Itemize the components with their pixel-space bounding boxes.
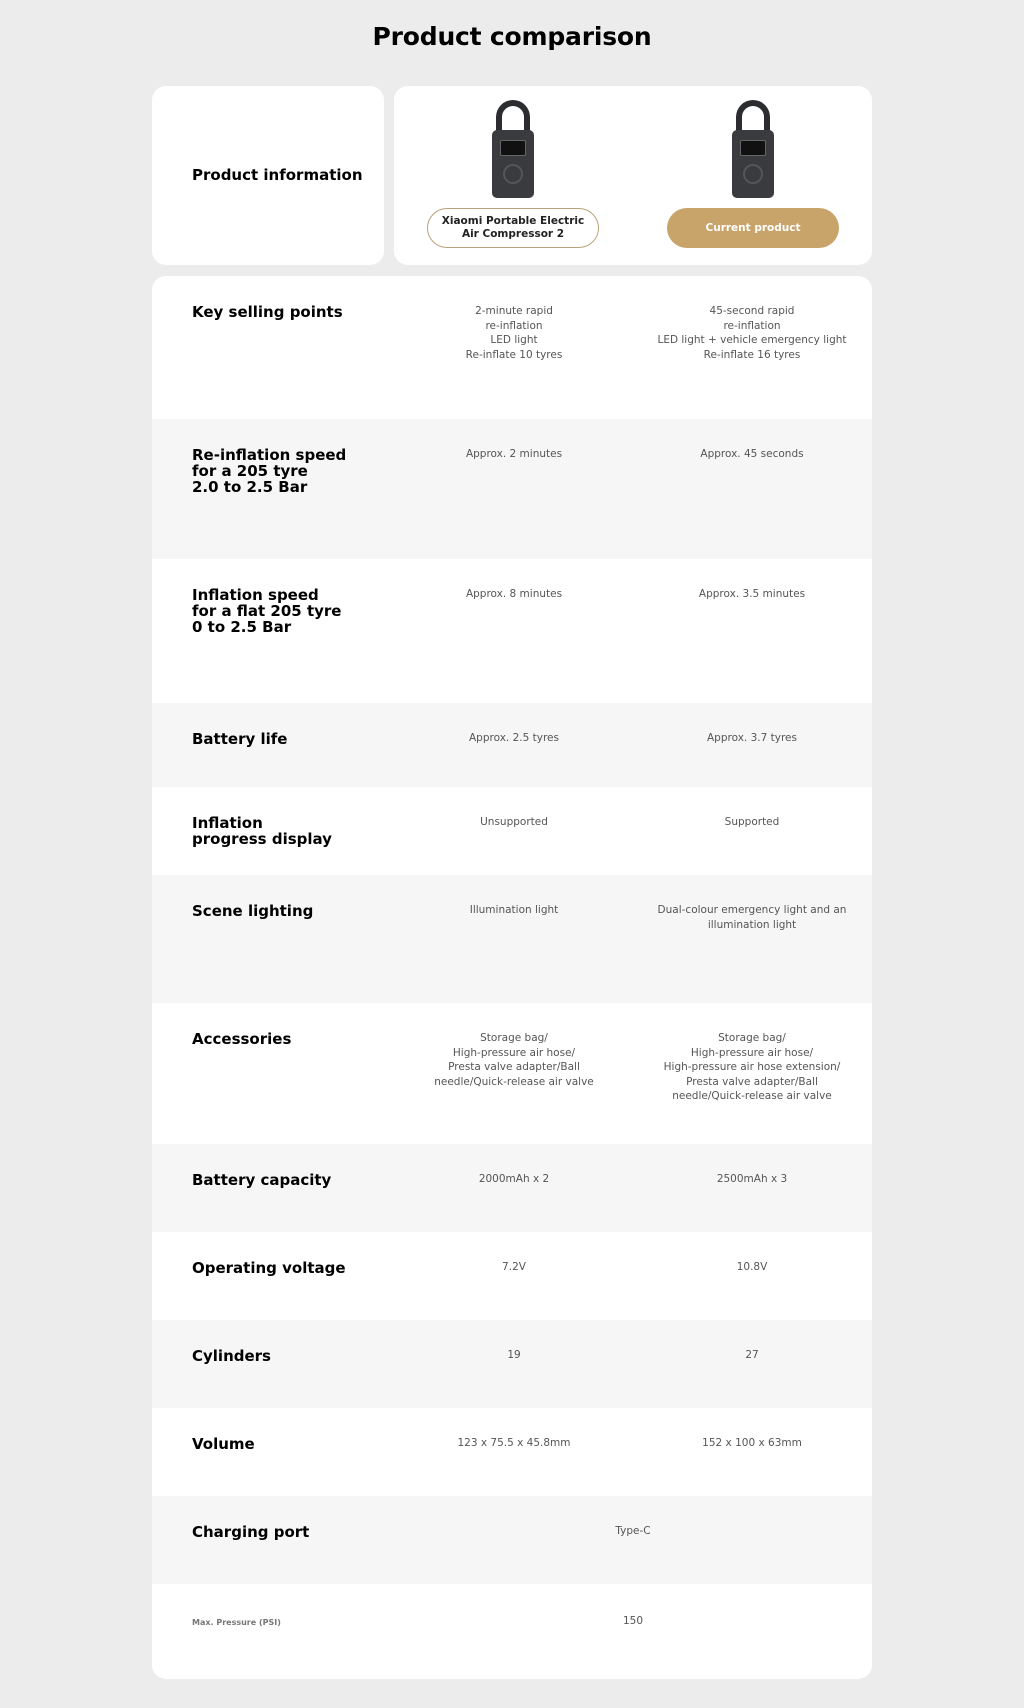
row-value: 10.8V	[736, 1261, 768, 1273]
table-row	[152, 703, 872, 787]
product-column-1	[427, 100, 599, 248]
row-value: Dual-colour emergency light and an illumination light	[657, 904, 847, 931]
product-column-2	[667, 100, 839, 248]
row-label: Operating voltage	[192, 1259, 346, 1277]
row-value: Approx. 2.5 tyres	[469, 732, 559, 744]
current-product-button[interactable]: Current product	[667, 208, 839, 248]
table-row	[152, 1003, 872, 1144]
row-value: Storage bag/ High-pressure air hose/ Presta valve adapter/Ball needle/Quick-release air valve	[434, 1032, 594, 1088]
row-value: Approx. 8 minutes	[465, 588, 563, 600]
page-title: Product comparison	[372, 22, 652, 51]
row-value: 123 x 75.5 x 45.8mm	[457, 1437, 571, 1449]
row-value: Approx. 2 minutes	[465, 448, 563, 460]
row-value: Approx. 3.7 tyres	[707, 732, 797, 744]
row-value: Supported	[724, 816, 780, 828]
row-label: Charging port	[192, 1523, 310, 1541]
product-1-button[interactable]: Xiaomi Portable Electric Air Compressor 2	[427, 208, 599, 248]
row-label: Cylinders	[192, 1347, 271, 1365]
row-label: Max. Pressure (PSI)	[192, 1618, 281, 1627]
product-info-label: Product information	[192, 166, 363, 184]
row-value: Storage bag/ High-pressure air hose/ High-pressure air hose extension/ Presta valve adapter/Ball needle/Quick-release air valve	[663, 1032, 841, 1102]
table-row	[152, 419, 872, 559]
table-row	[152, 1584, 872, 1679]
products-header-card	[394, 86, 872, 265]
table-row	[152, 875, 872, 1003]
row-value: 150	[622, 1615, 644, 1627]
table-row	[152, 787, 872, 875]
row-value: Type-C	[615, 1525, 651, 1537]
row-value: 2500mAh x 3	[716, 1173, 788, 1185]
table-row	[152, 1408, 872, 1496]
row-value: Unsupported	[480, 816, 548, 828]
row-value: 27	[745, 1349, 759, 1361]
row-value: 45-second rapid re-inflation LED light + vehicle emergency light Re-inflate 16 tyres	[657, 305, 847, 361]
row-label: Inflation speed for a flat 205 tyre 0 to 2.5 Bar	[192, 586, 342, 636]
table-row	[152, 1320, 872, 1408]
row-label: Re-inflation speed for a 205 tyre 2.0 to 2.5 Bar	[192, 446, 347, 496]
row-label: Key selling points	[192, 303, 343, 321]
table-row	[152, 559, 872, 703]
row-label: Scene lighting	[192, 902, 314, 920]
product-info-card	[152, 86, 384, 265]
comparison-table	[152, 276, 872, 1679]
product-image-2	[732, 100, 774, 200]
row-value: 152 x 100 x 63mm	[702, 1437, 802, 1449]
table-row	[152, 1232, 872, 1320]
row-value: 7.2V	[502, 1261, 526, 1273]
table-row	[152, 1144, 872, 1232]
row-label: Accessories	[192, 1030, 292, 1048]
product-image-1	[492, 100, 534, 200]
table-row	[152, 276, 872, 419]
row-label: Battery capacity	[192, 1171, 332, 1189]
row-label: Battery life	[192, 730, 288, 748]
row-value: Approx. 3.5 minutes	[698, 588, 806, 600]
row-value: 19	[507, 1349, 521, 1361]
row-value: Illumination light	[469, 904, 559, 916]
row-label: Volume	[192, 1435, 255, 1453]
row-label: Inflation progress display	[192, 814, 332, 848]
table-row	[152, 1496, 872, 1584]
row-value: Approx. 45 seconds	[700, 448, 804, 460]
row-value: 2000mAh x 2	[478, 1173, 550, 1185]
row-value: 2-minute rapid re-inflation LED light Re-inflate 10 tyres	[465, 305, 563, 361]
